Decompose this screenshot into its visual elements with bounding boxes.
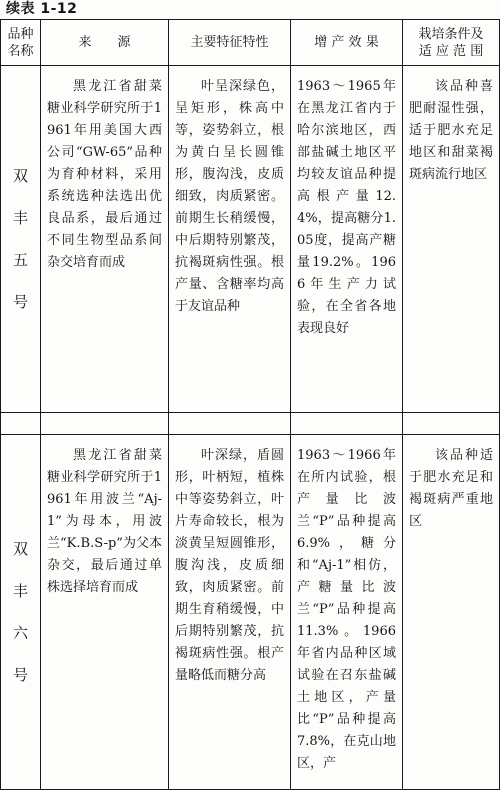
traits-cell: 叶深绿，盾圆形，叶柄短，植株中等姿势斜立，叶片寿命较长，根为淡黄呈短圆锥形，腹沟浅，皮质细致，肉质紧密。前期生育稍缓慢，中后期特别繁茂，抗褐斑病性强。根产量略低而糖分高: [169, 435, 291, 790]
variety-name-char: 号: [12, 293, 28, 311]
yield-cell: 1963～1965年在黑龙江省内于哈尔滨地区，西部盐碱土地区平均较友谊品种提高根产量12.4%，提高糖分1.05度，提高产糖量19.2%。1966年生产力试验，在全省各地表现良好: [291, 66, 403, 413]
header-conditions: [403, 20, 500, 66]
table-row: [1, 435, 500, 790]
conditions-cell: 该品种喜肥耐湿性强，适于肥水充足地区和甜菜褐斑病流行地区: [403, 66, 500, 413]
header-yield: 增 产 效 果: [291, 20, 403, 66]
table-caption: 续表 1-12: [6, 1, 78, 17]
source-cell: 黑龙江省甜菜糖业科学研究所于1961年用美国大西公司“GW-65”品种为育种材料，采用系统选种法选出优良品系，最后通过不同生物型品系间杂交培育而成: [41, 66, 169, 413]
header-variety: [1, 20, 41, 66]
variety-name: [1, 435, 41, 790]
header-variety-line2: 名称: [7, 43, 34, 59]
variety-name-char: 丰: [12, 582, 28, 600]
variety-name-char: 六: [12, 624, 28, 642]
header-source: 来 源: [41, 20, 169, 66]
variety-table: [0, 19, 500, 790]
header-conditions-line1: 栽培条件及: [418, 26, 484, 42]
variety-name-char: 双: [12, 167, 28, 185]
header-traits: 主要特征特性: [169, 20, 291, 66]
row-divider: [1, 413, 500, 435]
header-variety-line1: 品种: [7, 26, 34, 42]
yield-cell: 1963～1966年在所内试验，根产量比波兰“P”品种提高6.9%，糖分和“Aj-1”相仿，产糖量比波兰“P”品种提高 11.3%。1966年省内品种区域试验在召东盐碱土地区，产量比“P”品种提高7.8%，在克山地区，产: [291, 435, 403, 790]
header-conditions-line2: 适 应 范 围: [418, 43, 484, 59]
variety-name-char: 丰: [12, 209, 28, 227]
table-row: [1, 66, 500, 413]
conditions-cell: 该品种适于肥水充足和褐斑病严重地区: [403, 435, 500, 790]
source-cell: 黑龙江省甜菜糖业科学研究所于1961年用波兰“Aj-1”为母本，用波兰“K.B.S-p”为父本杂交，最后通过单株选择培育而成: [41, 435, 169, 790]
header-row: [1, 20, 500, 66]
traits-cell: 叶呈深绿色，呈矩形，株高中等，姿势斜立，根为黄白呈长圆锥形，腹沟浅，皮质细致，肉质紧密。前期生长稍缓慢，中后期特别繁茂，抗褐斑病性强。根产量、含糖率均高于友谊品种: [169, 66, 291, 413]
variety-name-char: 五: [12, 251, 28, 269]
variety-name-char: 双: [12, 540, 28, 558]
variety-name-char: 号: [12, 666, 28, 684]
variety-name: [1, 66, 41, 413]
